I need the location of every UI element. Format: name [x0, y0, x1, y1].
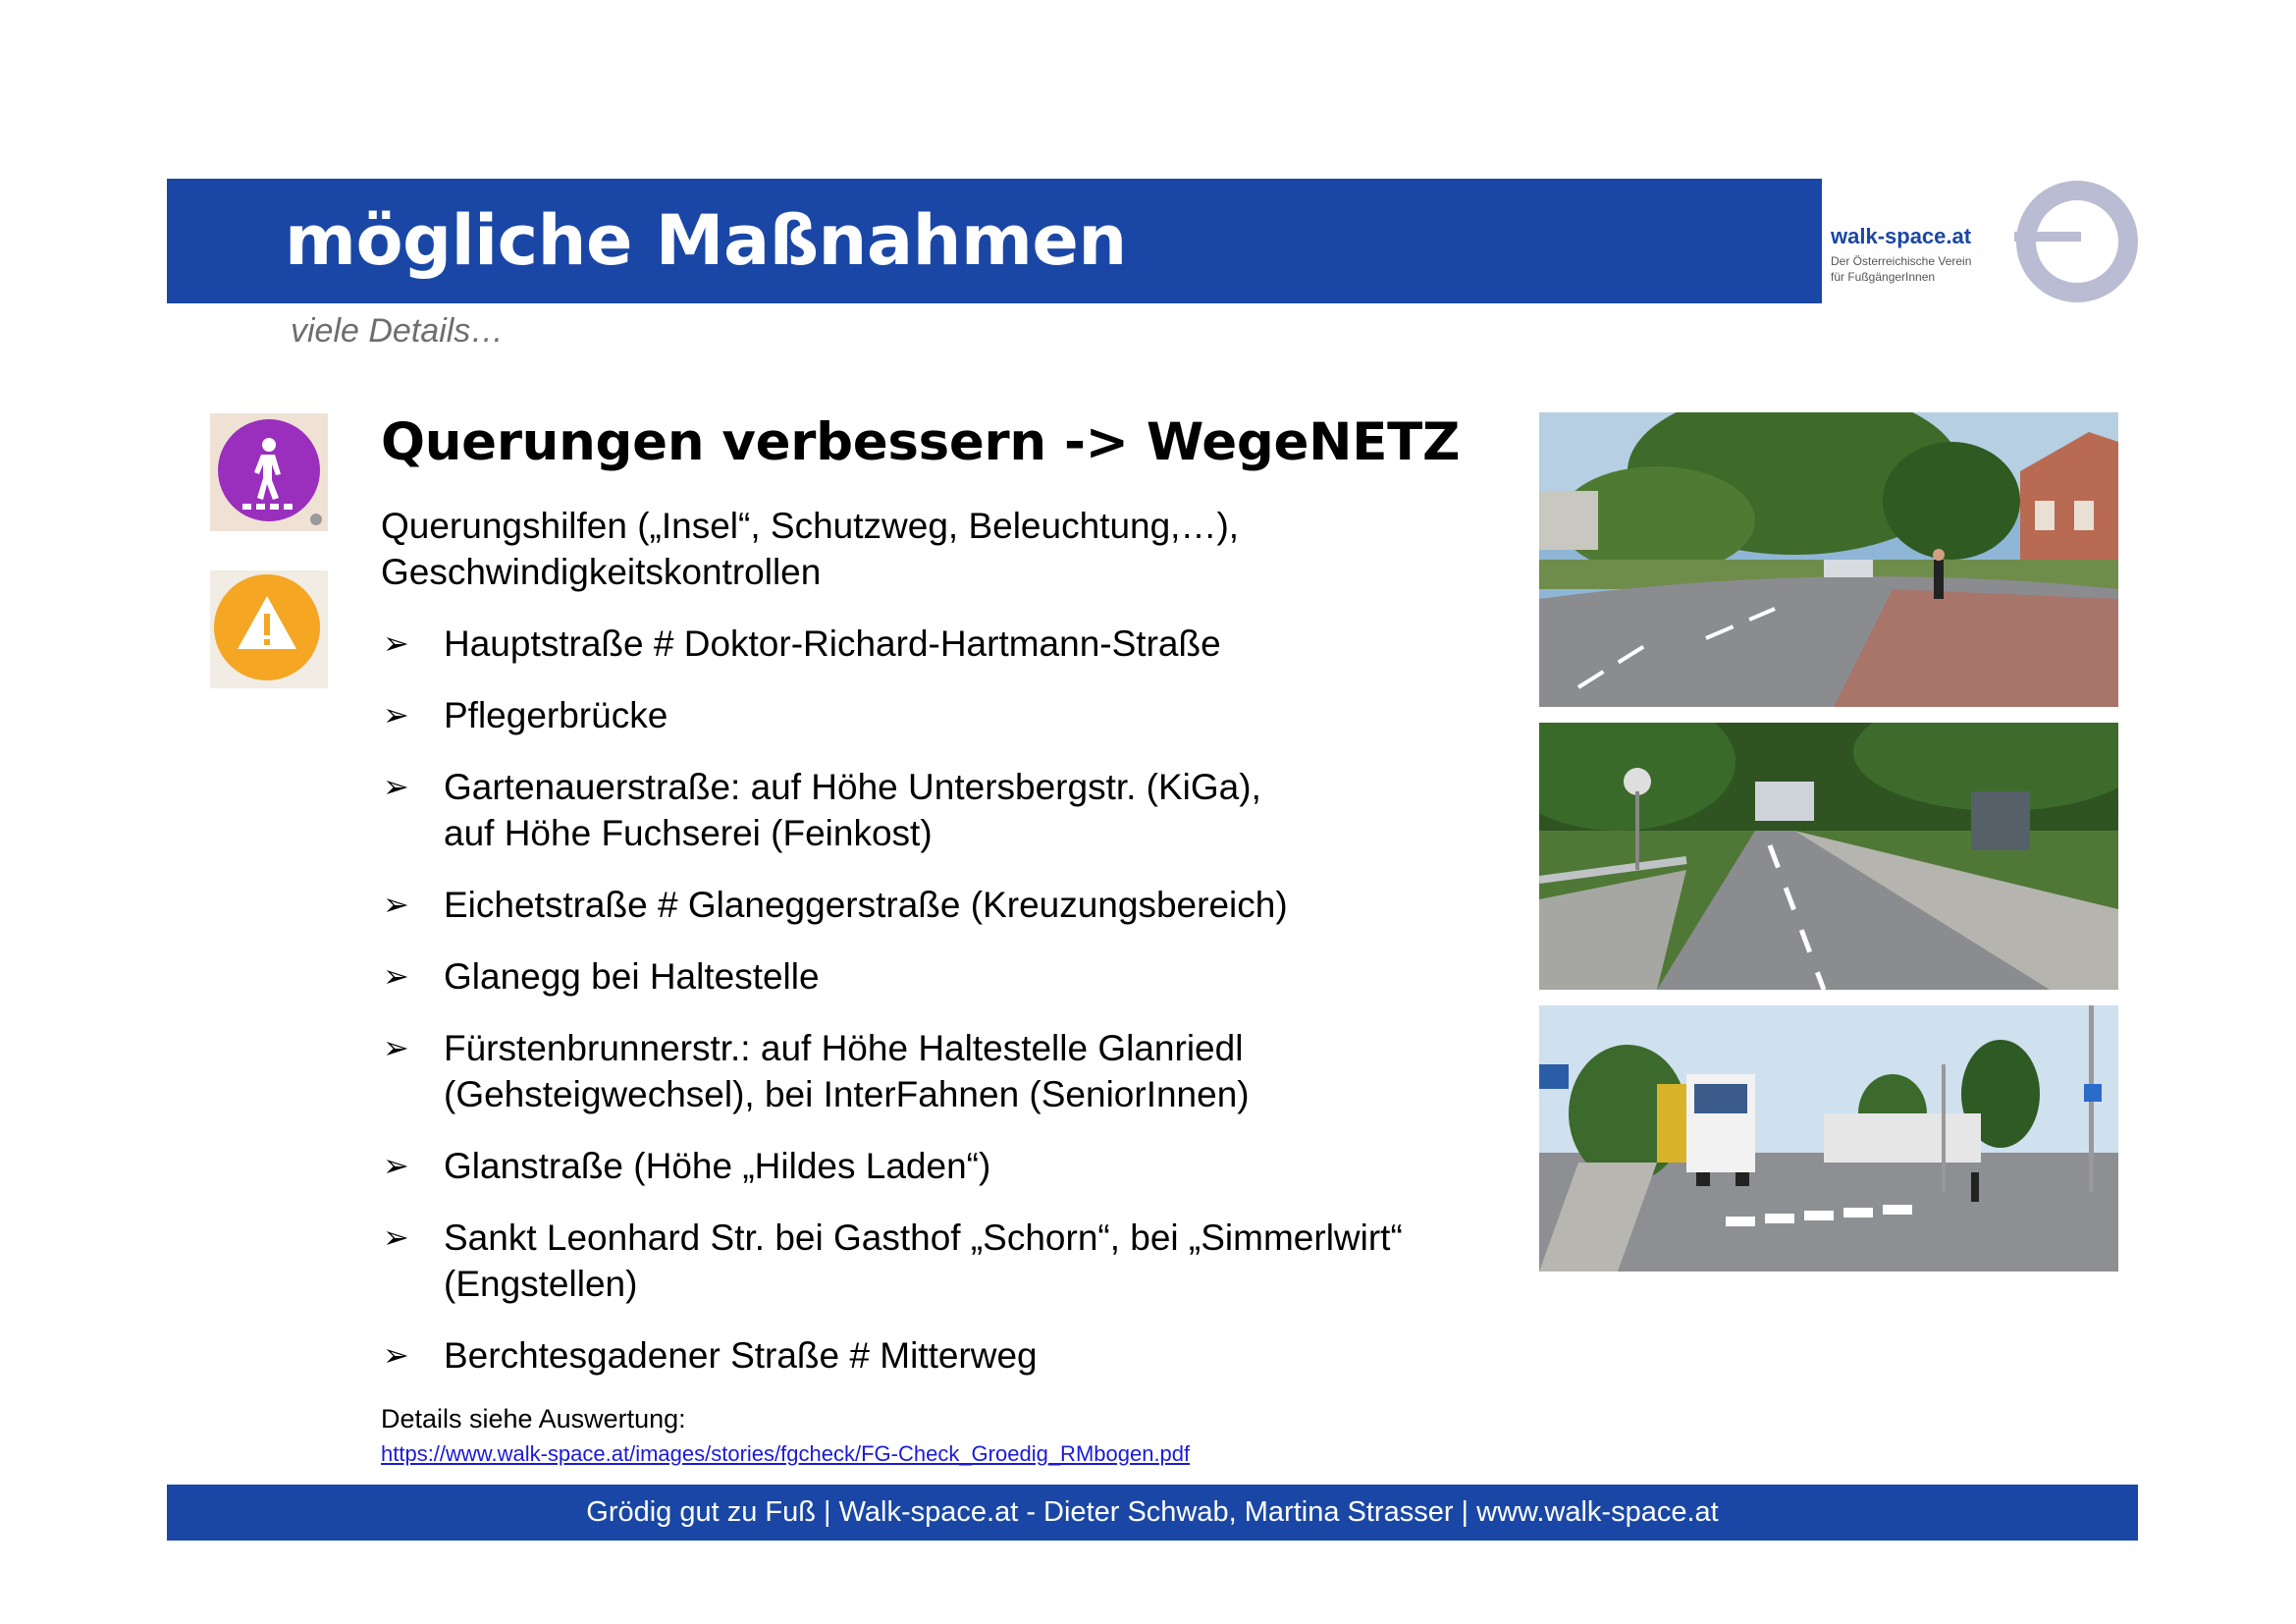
street-photo-crossing	[1539, 412, 2118, 707]
footer-bar: Grödig gut zu Fuß | Walk-space.at - Dieter Schwab, Martina Strasser | www.walk-space.at	[167, 1485, 2138, 1541]
pedestrian-crossing-icon	[210, 413, 328, 531]
street-photo-truck-crossing	[1539, 1005, 2118, 1272]
list-item: ➢ Eichetstraße # Glaneggerstraße (Kreuzungsbereich)	[381, 882, 1500, 928]
arrow-bullet-icon: ➢	[383, 1148, 409, 1183]
arrow-bullet-icon: ➢	[383, 625, 409, 661]
logo-name: walk-space.at	[1831, 224, 1972, 248]
logo-tagline-line-2: für FußgängerInnen	[1831, 270, 1936, 284]
logo-ring-icon	[2014, 179, 2140, 304]
list-item: ➢ Sankt Leonhard Str. bei Gasthof „Schorn“, bei „Simmerlwirt“ (Engstellen)	[381, 1215, 1500, 1307]
measures-list	[381, 621, 1500, 1404]
logo-tagline	[1831, 253, 1971, 285]
list-item: ➢ Berchtesgadener Straße # Mitterweg	[381, 1332, 1500, 1379]
logo-tagline-line-1: Der Österreichische Verein	[1831, 254, 1972, 268]
walk-space-logo[interactable]	[1828, 179, 2140, 304]
list-item: ➢ Gartenauerstraße: auf Höhe Untersbergstr. (KiGa), auf Höhe Fuchserei (Feinkost)	[381, 764, 1500, 856]
arrow-bullet-icon: ➢	[383, 697, 409, 732]
list-item: ➢ Glanegg bei Haltestelle	[381, 953, 1500, 1000]
arrow-bullet-icon: ➢	[383, 887, 409, 922]
intro-line-2: Geschwindigkeitskontrollen	[381, 552, 822, 592]
list-item: ➢ Hauptstraße # Doktor-Richard-Hartmann-Straße	[381, 621, 1500, 667]
arrow-bullet-icon: ➢	[383, 1337, 409, 1373]
list-item: ➢ Fürstenbrunnerstr.: auf Höhe Haltestelle Glanriedl (Gehsteigwechsel), bei InterFahnen (SeniorInnen)	[381, 1025, 1500, 1117]
details-link[interactable]: https://www.walk-space.at/images/stories/fgcheck/FG-Check_Groedig_RMbogen.pdf	[381, 1441, 1191, 1466]
list-item: ➢ Pflegerbrücke	[381, 692, 1500, 738]
details-label: Details siehe Auswertung:	[381, 1404, 686, 1434]
intro-text	[381, 503, 1461, 595]
intro-line-1: Querungshilfen („Insel“, Schutzweg, Beleuchtung,…),	[381, 506, 1240, 546]
warning-icon	[210, 570, 328, 688]
arrow-bullet-icon: ➢	[383, 769, 409, 804]
details-note	[381, 1402, 1190, 1471]
title-bar	[167, 179, 1822, 303]
arrow-bullet-icon: ➢	[383, 1219, 409, 1255]
street-photo-bus-stop	[1539, 723, 2118, 990]
list-item: ➢ Glanstraße (Höhe „Hildes Laden“)	[381, 1143, 1500, 1189]
arrow-bullet-icon: ➢	[383, 1030, 409, 1065]
section-heading: Querungen verbessern -> WegeNETZ	[381, 412, 1461, 472]
arrow-bullet-icon: ➢	[383, 958, 409, 994]
page-title: mögliche Maßnahmen	[285, 200, 1127, 281]
page-subtitle: viele Details…	[291, 312, 505, 350]
